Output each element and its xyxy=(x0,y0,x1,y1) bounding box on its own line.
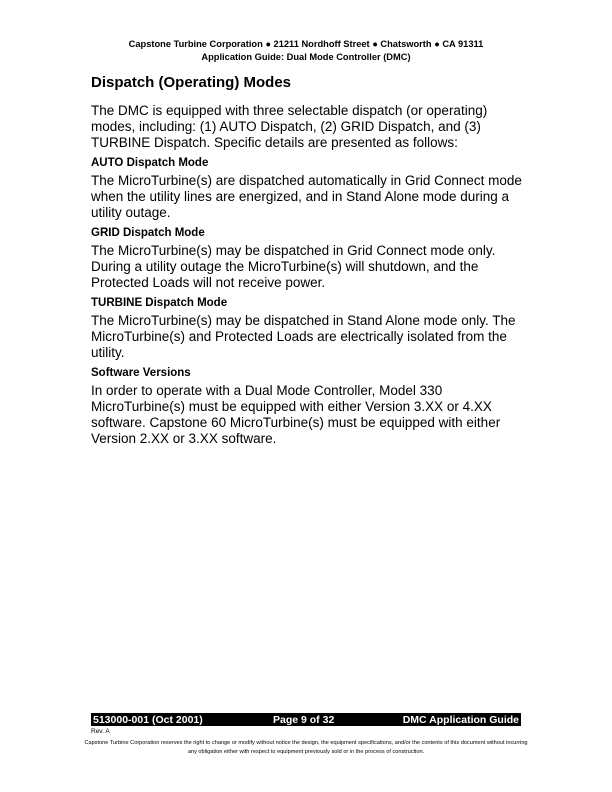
document-body xyxy=(91,103,531,452)
footer-revision: Rev. A xyxy=(91,728,110,735)
footer-guide-name: DMC Application Guide xyxy=(402,713,519,726)
section-text-auto: The MicroTurbine(s) are dispatched automatically in Grid Connect mode when the utility lines are energized, and in Stand Alone mode during a utility outage. xyxy=(91,173,522,220)
footer-disclaimer: Capstone Turbine Corporation reserves the right to change or modify without notice the design, the equipment specifications, and/or the contents of this document without incurring any obligation either with respect to equipment previously sold or in the process of construction. xyxy=(84,740,528,755)
section-text-turbine: The MicroTurbine(s) may be dispatched in Stand Alone mode only. The MicroTurbine(s) and Protected Loads are electrically isolated from the utility. xyxy=(91,313,516,360)
footer-page-number: Page 9 of 32 xyxy=(273,713,335,726)
header-address: Capstone Turbine Corporation ● 21211 Nordhoff Street ● Chatsworth ● CA 91311 xyxy=(128,39,484,49)
section-heading-auto: AUTO Dispatch Mode xyxy=(91,157,209,169)
page-header xyxy=(0,38,612,63)
page-title: Dispatch (Operating) Modes xyxy=(91,74,292,91)
section-heading-grid: GRID Dispatch Mode xyxy=(91,227,205,239)
section-text-grid: The MicroTurbine(s) may be dispatched in Grid Connect mode only. During a utility outage the MicroTurbine(s) will shutdown, and the Protected Loads will not receive power. xyxy=(91,243,496,290)
intro-paragraph: The DMC is equipped with three selectable dispatch (or operating) modes, including: (1) AUTO Dispatch, (2) GRID Dispatch, and (3) TURBINE Dispatch. Specific details are presented as follows: xyxy=(91,103,488,150)
section-heading-software: Software Versions xyxy=(91,367,191,379)
section-text-software: In order to operate with a Dual Mode Controller, Model 330 MicroTurbine(s) must be equipped with either Version 3.XX or 4.XX software. Capstone 60 MicroTurbine(s) must be equipped with either Version 2.XX or 3.XX software. xyxy=(91,383,501,446)
header-guide-title: Application Guide: Dual Mode Controller (DMC) xyxy=(201,51,411,62)
section-heading-turbine: TURBINE Dispatch Mode xyxy=(91,297,228,309)
footer-bar xyxy=(91,713,521,726)
footer-doc-number: 513000-001 (Oct 2001) xyxy=(93,713,203,726)
